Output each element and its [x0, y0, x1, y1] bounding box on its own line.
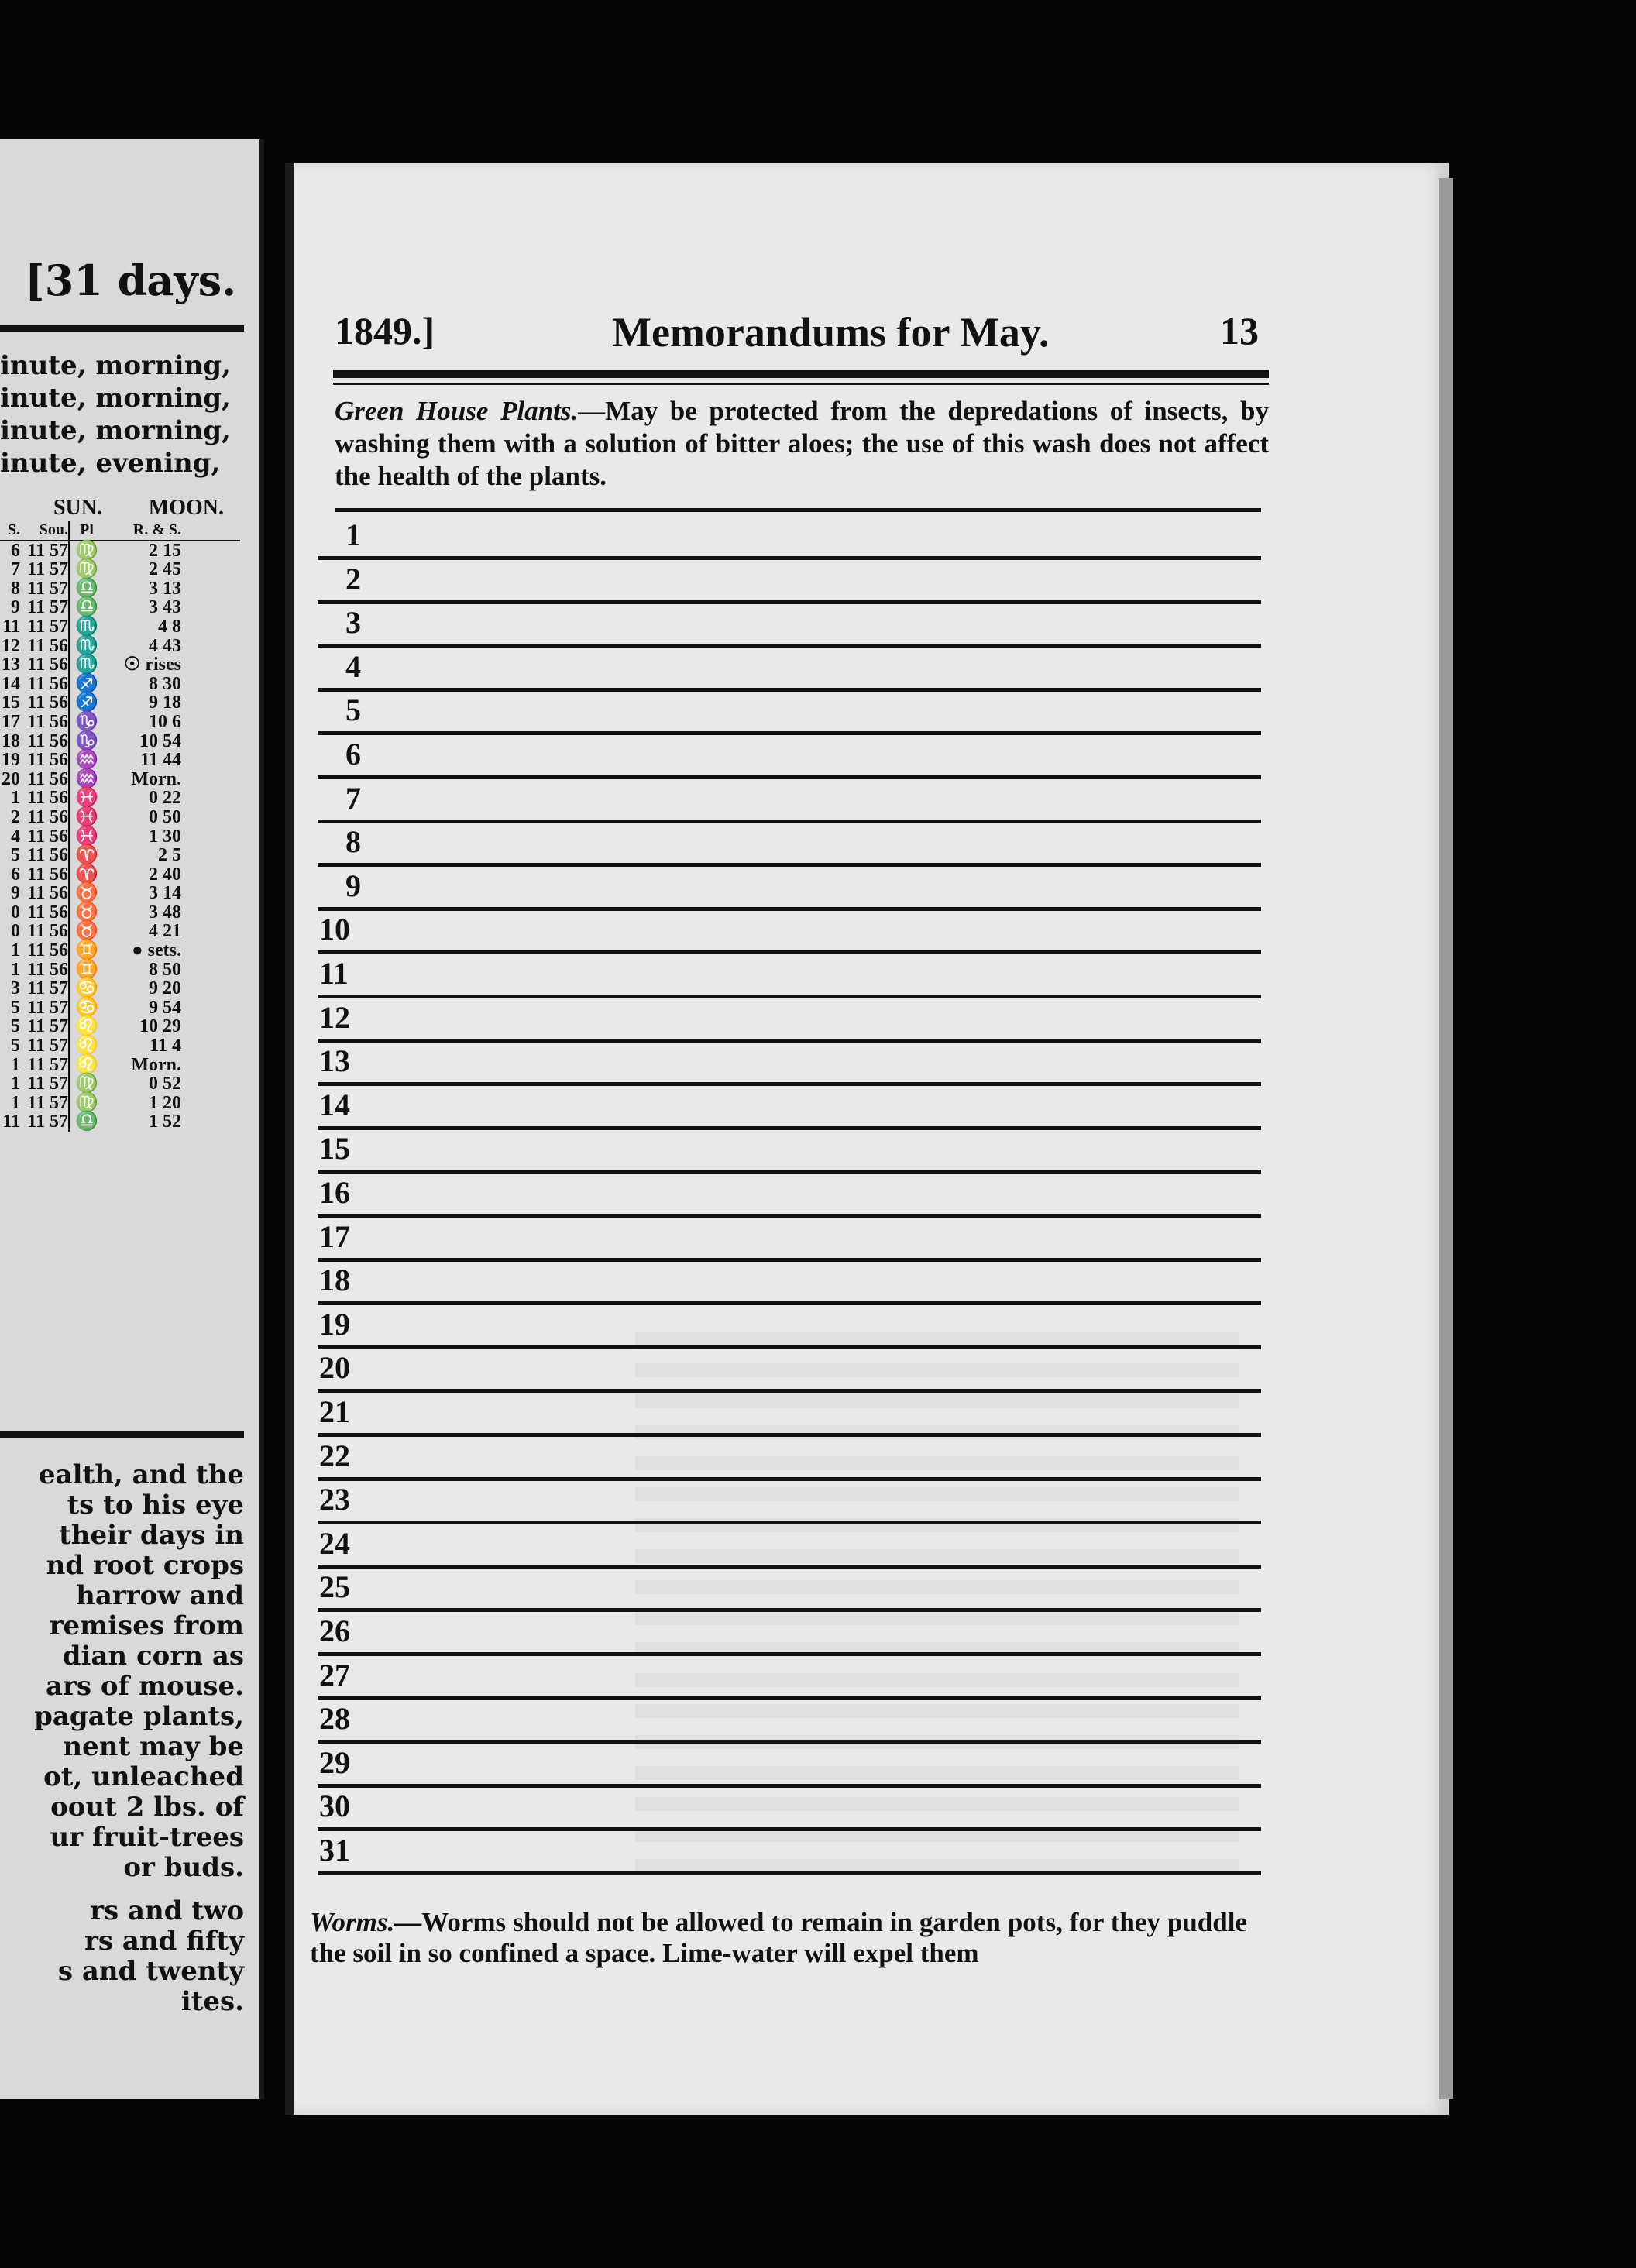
left-paragraph-2	[58, 1896, 244, 2017]
table-cell: 1	[11, 1054, 20, 1075]
header-rule-thin	[333, 383, 1269, 385]
table-cell: 5	[11, 997, 20, 1018]
table-cell: 9 54	[149, 997, 181, 1018]
table-cell: 4	[11, 826, 20, 847]
moon-header: MOON.	[148, 496, 224, 520]
table-cell: 11 56	[27, 845, 68, 866]
memo-line[interactable]	[318, 1039, 1261, 1086]
table-cell: 0 50	[149, 806, 181, 827]
table-row	[0, 713, 240, 732]
table-cell: 11 56	[27, 806, 68, 827]
memo-line[interactable]	[318, 1345, 1261, 1393]
table-cell: 11 56	[27, 959, 68, 980]
table-cell: ♋	[68, 998, 104, 1018]
memo-line[interactable]	[318, 864, 1261, 911]
table-body	[0, 541, 240, 1132]
day-number: 7	[345, 780, 361, 816]
day-number: 4	[345, 648, 361, 684]
table-cell: 11 56	[27, 692, 68, 713]
table-cell: ♏	[68, 637, 104, 656]
memo-line[interactable]	[318, 907, 1261, 954]
table-cell: ♑	[68, 732, 104, 751]
day-number: 20	[319, 1350, 350, 1386]
table-cell: 1	[11, 940, 20, 961]
table-cell: 1	[11, 788, 20, 809]
table-cell: 10 6	[149, 711, 181, 732]
day-number: 17	[319, 1218, 350, 1254]
day-number: 15	[319, 1131, 350, 1167]
memo-line[interactable]	[318, 776, 1261, 823]
memo-line[interactable]	[318, 513, 1261, 560]
table-cell: 11 56	[27, 730, 68, 751]
table-cell: ♎	[68, 579, 104, 599]
table-row	[0, 598, 240, 617]
memo-line[interactable]	[318, 1302, 1261, 1349]
table-cell: 11 57	[27, 578, 68, 599]
table-row	[0, 1094, 240, 1113]
left-line-4: inute, evening,	[0, 448, 221, 479]
table-cell: 11 56	[27, 864, 68, 885]
day-number: 24	[319, 1525, 350, 1561]
left-paragraph-line: pagate plants,	[34, 1701, 244, 1732]
day-number: 14	[319, 1087, 350, 1122]
table-cell: 1 20	[149, 1092, 181, 1113]
table-cell: 9 20	[149, 978, 181, 999]
col-rs-header: R. & S.	[132, 521, 181, 538]
memo-line[interactable]	[318, 1565, 1261, 1612]
header-rule-thick	[333, 370, 1269, 378]
left-table-rule	[0, 1431, 244, 1438]
memo-top-rule	[335, 508, 1261, 512]
page-edge	[1439, 178, 1453, 2099]
memo-line[interactable]	[318, 1126, 1261, 1174]
table-cell: ♌	[68, 1017, 104, 1036]
table-cell: 11 56	[27, 940, 68, 961]
table-cell: 9	[11, 597, 20, 618]
table-cell: 12	[2, 635, 20, 656]
table-row	[0, 617, 240, 637]
table-cell: Morn.	[131, 768, 181, 789]
table-row	[0, 922, 240, 941]
table-cell: 11 57	[27, 559, 68, 580]
memo-line[interactable]	[318, 1521, 1261, 1569]
memo-line[interactable]	[318, 644, 1261, 692]
table-cell: 1 30	[149, 826, 181, 847]
memo-line[interactable]	[318, 600, 1261, 648]
header-year: 1849.]	[335, 309, 435, 352]
green-house-note	[335, 395, 1269, 493]
table-cell: 9 18	[149, 692, 181, 713]
table-row	[0, 655, 240, 675]
table-cell: ♓	[68, 789, 104, 808]
worms-note	[310, 1907, 1247, 1969]
table-cell: 19	[2, 750, 20, 771]
table-cell: 1	[11, 959, 20, 980]
table-cell: 6	[11, 864, 20, 885]
table-cell: ♌	[68, 1056, 104, 1075]
table-cell: ♑	[68, 713, 104, 732]
table-cell: 0	[11, 902, 20, 923]
memo-line[interactable]	[318, 1390, 1261, 1437]
table-cell: 11 56	[27, 768, 68, 789]
memo-line[interactable]	[318, 1653, 1261, 1700]
table-cell: ♓	[68, 808, 104, 827]
table-cell: 20	[2, 768, 20, 789]
table-cell: 10 29	[139, 1016, 181, 1037]
table-cell: 15	[2, 692, 20, 713]
table-cell: 10 54	[139, 730, 181, 751]
table-cell: 11 56	[27, 673, 68, 694]
memo-line[interactable]	[318, 1696, 1261, 1744]
table-row	[0, 732, 240, 751]
day-number: 3	[345, 605, 361, 641]
table-cell: ♏	[68, 655, 104, 675]
table-cell: 11 57	[27, 978, 68, 999]
table-cell: ♒	[68, 751, 104, 770]
table-cell: 11 56	[27, 883, 68, 904]
table-cell: 11 56	[27, 635, 68, 656]
table-header-top	[0, 496, 240, 521]
table-cell: 11 56	[27, 788, 68, 809]
left-page	[0, 139, 264, 2099]
day-number: 10	[319, 912, 350, 947]
table-cell: 2	[11, 806, 20, 827]
col-pl-header: Pl	[68, 521, 104, 540]
left-paragraph-line: oout 2 lbs. of	[50, 1792, 244, 1823]
table-cell: ● sets.	[132, 940, 181, 961]
table-cell: 11 57	[27, 997, 68, 1018]
left-header-rule	[0, 325, 244, 332]
table-row	[0, 693, 240, 713]
table-cell: ♎	[68, 598, 104, 617]
table-row	[0, 941, 240, 960]
left-paragraph-line: dian corn as	[62, 1641, 244, 1672]
table-cell: ♈	[68, 846, 104, 865]
table-cell: ♉	[68, 884, 104, 903]
table-cell: 1	[11, 1074, 20, 1094]
table-row	[0, 541, 240, 561]
table-row	[0, 903, 240, 923]
day-number: 2	[345, 561, 361, 596]
worms-label: Worms.	[310, 1907, 395, 1937]
table-row	[0, 1036, 240, 1056]
day-number: 23	[319, 1482, 350, 1517]
table-cell: 5	[11, 845, 20, 866]
table-cell: 2 5	[158, 845, 181, 866]
table-row	[0, 751, 240, 770]
table-cell: ☉ rises	[123, 655, 181, 675]
day-number: 27	[319, 1657, 350, 1692]
table-cell: 11 56	[27, 750, 68, 771]
table-cell: 3 43	[149, 597, 181, 618]
day-number: 13	[319, 1043, 350, 1079]
table-cell: ♓	[68, 827, 104, 847]
table-row	[0, 560, 240, 579]
day-number: 11	[319, 956, 349, 991]
memo-line[interactable]	[318, 1215, 1261, 1262]
table-cell: 11 57	[27, 597, 68, 618]
table-cell: ♒	[68, 770, 104, 789]
table-row	[0, 827, 240, 847]
left-paragraph-line: remises from	[49, 1610, 244, 1641]
table-row	[0, 979, 240, 998]
table-cell: ♋	[68, 979, 104, 998]
day-number: 30	[319, 1789, 350, 1824]
worms-text: —Worms should not be allowed to remain in garden pots, for they puddle the soil in so confined a space. Lime-water will expel them	[310, 1907, 1247, 1968]
left-paragraph-line: ars of mouse.	[45, 1671, 244, 1702]
day-number: 21	[319, 1394, 350, 1429]
left-paragraph-1	[34, 1460, 244, 1883]
table-subheader	[0, 521, 240, 541]
table-cell: 17	[2, 711, 20, 732]
table-cell: 0 52	[149, 1074, 181, 1094]
table-cell: 5	[11, 1016, 20, 1037]
table-cell: 4 43	[149, 635, 181, 656]
memo-line[interactable]	[318, 1609, 1261, 1656]
green-house-label: Green House Plants.	[335, 396, 579, 426]
table-row	[0, 1056, 240, 1075]
left-paragraph-line: nd root crops	[46, 1550, 244, 1581]
table-row	[0, 789, 240, 808]
left-line-1: inute, morning,	[0, 350, 231, 381]
table-cell: ♊	[68, 960, 104, 980]
table-cell: 11 57	[27, 1016, 68, 1037]
table-cell: ♈	[68, 865, 104, 885]
table-cell: ♐	[68, 693, 104, 713]
table-cell: 11 57	[27, 1074, 68, 1094]
table-row	[0, 1017, 240, 1036]
table-cell: 8 30	[149, 673, 181, 694]
table-cell: 11 56	[27, 902, 68, 923]
table-cell: ♉	[68, 903, 104, 923]
table-cell: 18	[2, 730, 20, 751]
table-row	[0, 998, 240, 1018]
table-cell: 11 57	[27, 1036, 68, 1057]
sun-moon-table	[0, 496, 240, 1132]
col-s-header: S.	[7, 521, 20, 538]
table-row	[0, 884, 240, 903]
left-paragraph-line: their days in	[59, 1520, 244, 1551]
table-cell: 2 15	[149, 540, 181, 561]
day-number: 25	[319, 1569, 350, 1605]
table-cell: 4 21	[149, 921, 181, 942]
table-cell: ♊	[68, 941, 104, 960]
table-cell: 11 57	[27, 540, 68, 561]
day-number: 18	[319, 1263, 350, 1298]
day-number: 5	[345, 692, 361, 728]
day-number: 16	[319, 1175, 350, 1210]
table-row	[0, 865, 240, 885]
table-cell: 6	[11, 540, 20, 561]
memo-line[interactable]	[318, 1083, 1261, 1130]
col-sou-header: Sou.	[39, 521, 68, 538]
table-row	[0, 1112, 240, 1132]
table-cell: ♍	[68, 541, 104, 561]
left-paragraph-line: s and twenty	[57, 1956, 244, 1987]
table-cell: 3	[11, 978, 20, 999]
left-paragraph-line: ot, unleached	[43, 1761, 244, 1792]
table-cell: ♐	[68, 675, 104, 694]
table-cell: ♌	[68, 1036, 104, 1056]
table-cell: 3 14	[149, 883, 181, 904]
left-line-2: inute, morning,	[0, 383, 231, 414]
green-house-text: —May be protected from the depredations of insects, by washing them with a solution of bitter aloes; the use of this wash does not affect the health of the plants.	[335, 396, 1269, 491]
table-cell: 11 57	[27, 1112, 68, 1132]
left-paragraph-line: or buds.	[123, 1852, 244, 1883]
memo-line[interactable]	[318, 1434, 1261, 1481]
table-row	[0, 675, 240, 694]
memo-line[interactable]	[318, 732, 1261, 779]
memo-line[interactable]	[318, 1784, 1261, 1831]
table-cell: 2 45	[149, 559, 181, 580]
left-paragraph-line: nent may be	[63, 1731, 244, 1762]
left-line-3: inute, morning,	[0, 415, 231, 446]
table-cell: 8 50	[149, 959, 181, 980]
table-cell: 11 56	[27, 826, 68, 847]
table-cell: ♏	[68, 617, 104, 637]
table-cell: 11 56	[27, 655, 68, 675]
table-cell: 11 57	[27, 1092, 68, 1113]
memo-line[interactable]	[318, 1477, 1261, 1524]
table-cell: 11	[2, 1112, 20, 1132]
left-paragraph-line: rs and fifty	[84, 1926, 244, 1957]
memo-line[interactable]	[318, 820, 1261, 867]
page-title: Memorandums for May.	[612, 309, 1050, 356]
table-row	[0, 808, 240, 827]
table-cell: 11 56	[27, 711, 68, 732]
table-cell: 11 4	[150, 1036, 181, 1057]
memo-line[interactable]	[318, 688, 1261, 735]
memo-line[interactable]	[318, 951, 1261, 998]
table-cell: 8	[11, 578, 20, 599]
day-number: 1	[345, 517, 361, 552]
table-cell: ♍	[68, 560, 104, 579]
sun-header: SUN.	[53, 496, 102, 520]
table-cell: ♍	[68, 1074, 104, 1094]
table-cell: 4 8	[158, 616, 181, 637]
day-number: 31	[319, 1833, 350, 1868]
table-row	[0, 960, 240, 980]
left-paragraph-line: ts to his eye	[67, 1490, 244, 1521]
table-cell: 11 44	[140, 750, 181, 771]
day-number: 12	[319, 999, 350, 1035]
page-number: 13	[1220, 309, 1259, 352]
table-row	[0, 846, 240, 865]
day-number: 22	[319, 1438, 350, 1473]
table-cell: 0	[11, 921, 20, 942]
table-cell: 14	[2, 673, 20, 694]
table-cell: ♉	[68, 922, 104, 941]
memo-line[interactable]	[318, 1741, 1261, 1788]
left-page-header: [31 days.	[25, 256, 236, 305]
left-paragraph-line: harrow and	[76, 1580, 244, 1611]
day-number: 6	[345, 737, 361, 771]
memo-line[interactable]	[318, 557, 1261, 604]
table-cell: Morn.	[131, 1054, 181, 1075]
day-number: 8	[345, 824, 361, 860]
table-cell: 7	[11, 559, 20, 580]
table-cell: 11 56	[27, 921, 68, 942]
day-number: 26	[319, 1613, 350, 1648]
left-paragraph-line: ites.	[180, 1986, 244, 2017]
memo-line[interactable]	[318, 1258, 1261, 1305]
left-paragraph-line: ur fruit-trees	[50, 1822, 244, 1853]
table-cell: 0 22	[149, 788, 181, 809]
table-cell: 2 40	[149, 864, 181, 885]
table-cell: ♎	[68, 1112, 104, 1132]
memo-line[interactable]	[318, 1828, 1261, 1875]
table-cell: 1 52	[149, 1112, 181, 1132]
day-number: 29	[319, 1744, 350, 1780]
table-cell: 9	[11, 883, 20, 904]
table-cell: ♍	[68, 1094, 104, 1113]
table-cell: 3 13	[149, 578, 181, 599]
table-cell: 11 57	[27, 616, 68, 637]
table-row	[0, 770, 240, 789]
left-paragraph-line: ealth, and the	[38, 1459, 244, 1490]
table-cell: 5	[11, 1036, 20, 1057]
table-row	[0, 1074, 240, 1094]
day-number: 28	[319, 1701, 350, 1737]
table-cell: 1	[11, 1092, 20, 1113]
memo-line[interactable]	[318, 1170, 1261, 1218]
table-row	[0, 579, 240, 599]
table-cell: 11	[2, 616, 20, 637]
day-number: 19	[319, 1306, 350, 1342]
table-row	[0, 637, 240, 656]
day-number: 9	[345, 868, 361, 903]
table-cell: 11 57	[27, 1054, 68, 1075]
left-paragraph-line: rs and two	[90, 1895, 244, 1926]
table-cell: 3 48	[149, 902, 181, 923]
table-cell: 13	[2, 655, 20, 675]
memo-line[interactable]	[318, 995, 1261, 1043]
